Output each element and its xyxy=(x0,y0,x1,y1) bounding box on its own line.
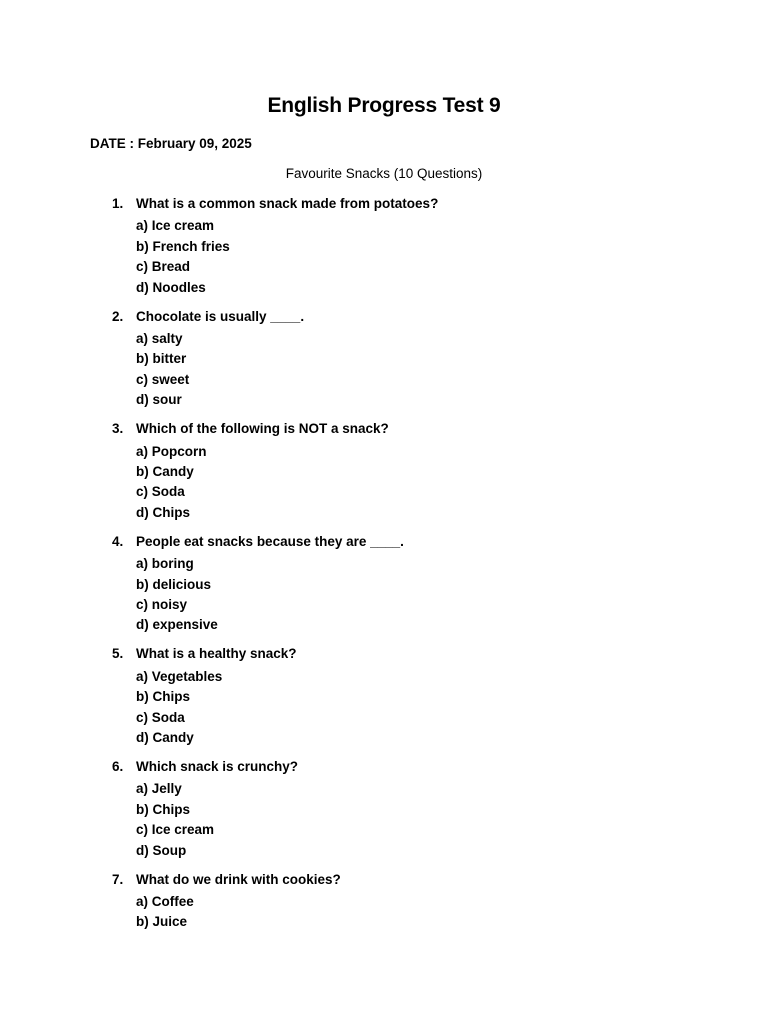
answer-option: c) Soda xyxy=(136,709,185,725)
page-title: English Progress Test 9 xyxy=(267,94,501,117)
question-text: What is a common snack made from potatoes? xyxy=(136,196,439,211)
answer-option: c) sweet xyxy=(136,371,190,387)
question-text: Which snack is crunchy? xyxy=(136,758,299,774)
answer-option: c) Ice cream xyxy=(136,822,215,838)
answer-option: b) bitter xyxy=(136,351,187,367)
answer-options xyxy=(136,779,214,861)
answer-options xyxy=(136,442,207,524)
answer-option: b) Candy xyxy=(136,463,194,479)
question-text: Which of the following is NOT a snack? xyxy=(136,421,389,437)
answer-option: a) Vegetables xyxy=(136,668,223,684)
answer-options xyxy=(136,667,222,749)
question-text: People eat snacks because they are ____. xyxy=(136,533,404,549)
answer-option: a) Ice cream xyxy=(136,218,215,234)
answer-option: d) Candy xyxy=(136,729,194,745)
answer-option: b) Chips xyxy=(136,801,190,817)
answer-options xyxy=(136,329,189,411)
answer-options xyxy=(136,892,194,933)
answer-option: b) Juice xyxy=(136,914,188,930)
question-text: Chocolate is usually ____. xyxy=(136,308,305,324)
answer-option: d) Soup xyxy=(136,842,187,858)
question-number: 2. xyxy=(112,308,124,324)
answer-option: c) Bread xyxy=(136,259,191,275)
question-item xyxy=(0,196,768,309)
answer-option: d) expensive xyxy=(136,617,218,633)
answer-option: b) Chips xyxy=(136,689,190,705)
answer-option: c) Soda xyxy=(136,484,185,500)
question-number: 3. xyxy=(112,421,124,437)
answer-option: a) salty xyxy=(136,330,183,346)
question-number: 6. xyxy=(112,758,124,774)
section-subtitle: Favourite Snacks (10 Questions) xyxy=(285,166,483,181)
answer-option: a) Jelly xyxy=(136,781,182,797)
question-number: 7. xyxy=(112,871,124,887)
question-item xyxy=(0,534,768,647)
answer-option: c) noisy xyxy=(136,596,188,612)
question-item xyxy=(0,759,768,872)
answer-option: d) Chips xyxy=(136,504,190,520)
answer-option: b) French fries xyxy=(136,238,230,254)
question-item xyxy=(0,872,768,985)
question-item xyxy=(0,421,768,534)
answer-option: d) sour xyxy=(136,392,182,408)
question-item xyxy=(0,646,768,759)
question-list xyxy=(0,196,768,984)
answer-option: d) Noodles xyxy=(136,279,206,295)
question-number: 1. xyxy=(112,196,124,211)
answer-option: b) delicious xyxy=(136,576,212,592)
answer-option: a) Coffee xyxy=(136,893,194,909)
answer-options xyxy=(136,216,230,298)
test-date: DATE : February 09, 2025 xyxy=(90,136,252,151)
answer-options xyxy=(136,554,218,636)
question-text: What do we drink with cookies? xyxy=(136,871,341,887)
question-number: 5. xyxy=(112,646,124,662)
answer-option: a) boring xyxy=(136,556,194,572)
question-item xyxy=(0,309,768,422)
answer-option: a) Popcorn xyxy=(136,443,207,459)
question-text: What is a healthy snack? xyxy=(136,646,297,662)
question-number: 4. xyxy=(112,533,124,549)
